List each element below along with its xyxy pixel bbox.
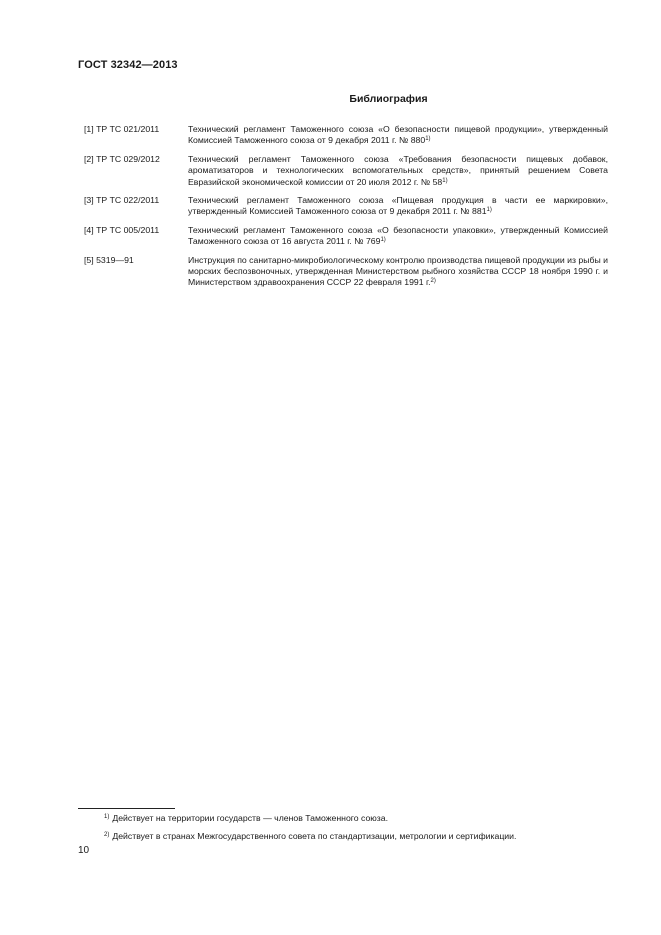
footnote-text: Действует на территории государств — членов Таможенного союза. [112,813,389,823]
footnote-text: Действует в странах Межгосударственного совета по стандартизации, метрологии и сертификации. [112,831,517,841]
entry-description [188,124,608,147]
entry-description [188,195,608,218]
page-number: 10 [78,845,90,856]
entry-reference-id: [4] ТР ТС 005/2011 [84,224,160,235]
footnote-separator [78,808,175,809]
bibliography-title: Библиография [349,93,428,105]
bibliography-entry [84,195,608,218]
entry-text: Технический регламент Таможенного союза «Пищевая продукция в части ее маркировки», утвержденный Комиссией Таможенного союза от 9 декабря 2011 г. № 881 [188,195,608,217]
entry-text: Технический регламент Таможенного союза «Требования безопасности пищевых добавок, ароматизаторов и технологических вспомогательных средств», принятый решением Совета Евразийской экономической комиссии от 20 июля 2012 г. № 58 [188,153,608,187]
entry-reference-id: [3] ТР ТС 022/2011 [84,195,160,206]
footnote-mark: 2) [104,832,110,838]
entry-description [188,255,608,289]
document-code-header: ГОСТ 32342—2013 [78,59,178,71]
footnote-marker: 1) [425,136,431,143]
bibliography-entry [84,124,608,147]
entry-reference-id: [2] ТР ТС 029/2012 [84,153,160,164]
footnote-marker: 1) [442,177,448,184]
bibliography-entry [84,255,608,289]
bibliography-list [84,124,608,296]
footnote-item [104,812,604,824]
entry-text: Технический регламент Таможенного союза «О безопасности упаковки», утвержденный Комиссией Таможенного союза от 16 августа 2011 г. № 769 [188,224,608,247]
entry-text: Инструкция по санитарно-микробиологическому контролю производства пищевой продукции из рыбы и морских беспозвоночных, утвержденная Министерством рыбного хозяйства СССР 18 ноября 1990 г. и Министерством здравоохранения СССР 22 февраля 1991 г. [188,254,608,288]
bibliography-entry [84,154,608,188]
footnote-marker: 1) [380,237,386,244]
bibliography-entry [84,225,608,248]
entry-description [188,154,608,188]
entry-text: Технический регламент Таможенного союза «О безопасности пищевой продукции», утвержденный Комиссией Таможенного союза от 9 декабря 2011 г. № 880 [188,124,608,146]
footnotes [104,812,604,848]
entry-description [188,225,608,248]
footnote-mark: 1) [104,814,110,820]
footnote-item [104,830,604,842]
footnote-marker: 1) [486,207,492,214]
entry-reference-id: [1] ТР ТС 021/2011 [84,124,160,134]
entry-reference-id: [5] 5319—91 [84,254,134,265]
footnote-marker: 2) [430,278,436,285]
